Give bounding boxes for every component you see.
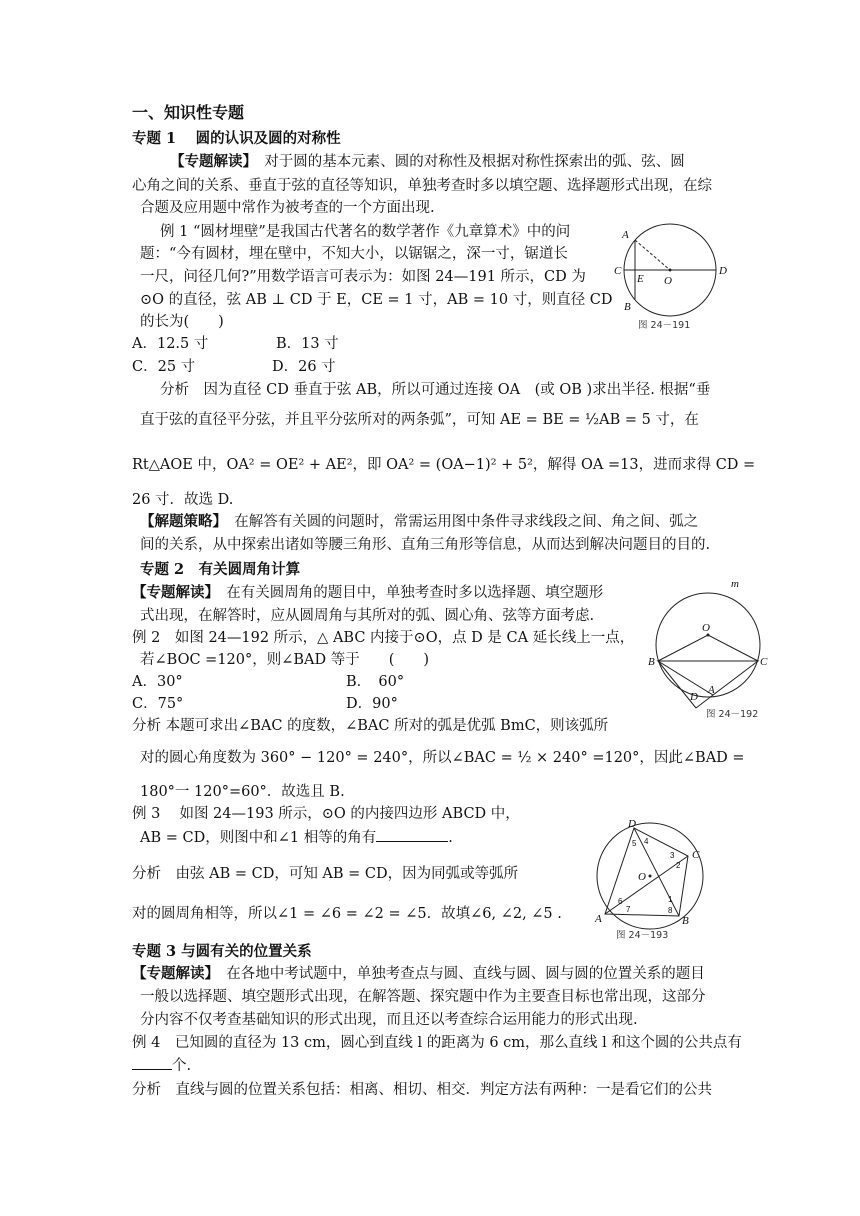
fig192-caption: 图 24－192	[706, 709, 759, 720]
fig191-caption: 图 24－191	[638, 320, 691, 331]
topic2-reading-text1: 在有关圆周角的题目中，单独考查时多以选择题、填空题形	[226, 585, 604, 601]
fig193-label-c: C	[692, 849, 700, 861]
example3-line1: 例 3 如图 24—193 所示，⊙O 的内接四边形 ABCD 中，	[132, 806, 520, 822]
topic3-reading-line1	[132, 964, 705, 984]
example4-suffix: 个.	[172, 1058, 192, 1074]
example1-option-d: D．26 寸	[272, 359, 336, 375]
fig191-label-o: O	[664, 275, 672, 287]
topic2-heading: 专题 2 有关圆周角计算	[140, 561, 301, 578]
analysis1-line3: Rt△AOE 中，OA² = OE² + AE²，即 OA² = (OA−1)² + 5²，解得 OA =13，进而求得 CD =	[132, 457, 756, 473]
fig193-angle-2: 2	[676, 861, 681, 870]
fig191-label-e: E	[637, 273, 644, 285]
topic1-reading-line1	[170, 152, 685, 172]
example1-line2: 题：“今有圆材，埋在壁中，不知大小，以锯锯之，深一寸，锯道长	[140, 246, 568, 262]
example2-option-d: D．90°	[346, 696, 398, 712]
section-title: 一、知识性专题	[132, 103, 245, 122]
figure-24-193	[592, 818, 712, 942]
topic1-reading-line3: 合题及应用题中常作为被考查的一个方面出现.	[140, 200, 435, 216]
example3-text: AB = CD，则图中和∠1 相等的角有	[140, 830, 377, 846]
figure-24-191	[612, 218, 732, 336]
fig193-angle-4: 4	[644, 837, 649, 846]
strategy1-line2: 间的关系，从中探索出诸如等腰三角形、直角三角形等信息，从而达到解决问题目的目的.	[140, 537, 711, 553]
fig191-radius-oa	[635, 240, 670, 270]
fig193-angle-3: 3	[670, 851, 675, 860]
analysis3-line1: 分析 由弦 AB = CD，可知 AB = CD，因为同弧或等弧所	[132, 866, 519, 882]
analysis1-line1: 分析 因为直径 CD 垂直于弦 AB，所以可通过连接 OA (或 OB )求出半径. 根据“垂	[160, 382, 711, 398]
fig191-center-dot	[669, 269, 672, 272]
fig192-circle	[656, 593, 760, 697]
analysis4-line1: 分析 直线与圆的位置关系包括：相离、相切、相交．判定方法有两种：一是看它们的公共	[132, 1082, 712, 1098]
fig193-label-b: B	[682, 915, 689, 927]
example4-answer-blank[interactable]	[132, 1069, 172, 1070]
analysis2-line2: 对的圆心角度数为 360° − 120° = 240°，所以∠BAC = ½ × 240° =120°，因此∠BAD =	[140, 750, 745, 766]
fig193-label-o: O	[638, 871, 646, 883]
fig191-label-c: C	[614, 265, 622, 277]
topic2-reading-label: 【专题解读】	[132, 584, 212, 601]
figure-24-192	[646, 575, 770, 721]
example1-line3: 一尺，问径几何?”用数学语言可表示为：如图 24—191 所示，CD 为	[140, 269, 586, 285]
fig192-label-o: O	[702, 622, 710, 634]
fig193-angle-7: 7	[626, 905, 631, 914]
topic3-reading-text1: 在各地中考试题中，单独考查点与圆、直线与圆、圆与圆的位置关系的题目	[226, 966, 705, 982]
strategy1-line1	[140, 512, 698, 532]
topic3-heading: 专题 3 与圆有关的位置关系	[132, 943, 312, 960]
analysis1-line4: 26 寸．故选 D.	[132, 492, 234, 508]
fig192-radius-ob	[658, 635, 708, 661]
fig192-label-b: B	[648, 656, 655, 668]
topic1-reading-text1: 对于圆的基本元素、圆的对称性及根据对称性探索出的弧、弦、圆	[264, 154, 685, 170]
example2-line2: 若∠BOC =120°，则∠BAD 等于 ( )	[140, 652, 430, 668]
example3-period: .	[448, 830, 453, 846]
topic3-reading-line3: 分内容不仅考查基础知识的形式出现，而且还以考查综合运用能力的形式出现.	[140, 1012, 638, 1028]
strategy1-label: 【解题策略】	[140, 513, 220, 530]
example1-option-c: C．25 寸	[132, 359, 196, 375]
fig191-label-a: A	[622, 229, 629, 241]
example2-line1: 例 2 如图 24—192 所示，△ ABC 内接于⊙O，点 D 是 CA 延长线上一点，	[132, 630, 635, 646]
example2-option-c: C．75°	[132, 696, 184, 712]
example1-line5: 的长为( )	[140, 314, 224, 330]
fig192-label-d: D	[690, 691, 698, 703]
fig193-caption: 图 24－193	[616, 930, 669, 941]
fig191-label-b: B	[624, 301, 631, 313]
example3-answer-blank[interactable]	[376, 841, 448, 842]
example1-line1: 例 1 “圆材埋壁”是我国古代著名的数学著作《九章算术》中的问	[160, 224, 571, 240]
strategy1-text1: 在解答有关圆的问题时，常需运用图中条件寻求线段之间、角之间、弧之	[234, 514, 699, 530]
analysis2-line3: 180°一 120°=60°．故选且 B.	[140, 784, 345, 800]
example1-option-b: B．13 寸	[276, 336, 339, 352]
fig192-radius-oc	[708, 635, 758, 661]
example2-option-a: A．30°	[132, 674, 183, 690]
fig193-angle-6: 6	[618, 897, 623, 906]
fig192-label-a: A	[708, 684, 715, 696]
topic2-reading-line2: 式出现，在解答时，应从圆周角与其所对的弧、圆心角、弦等方面考虑.	[140, 608, 595, 624]
analysis3-line2: 对的圆周角相等，所以∠1 = ∠6 = ∠2 = ∠5．故填∠6, ∠2, ∠5 .	[132, 906, 562, 922]
fig193-center-dot	[649, 875, 652, 878]
example3-line2	[140, 828, 453, 848]
fig192-label-m: m	[731, 578, 739, 590]
topic1-reading-label: 【专题解读】	[170, 153, 250, 170]
analysis2-line1: 分析 本题可求出∠BAC 的度数，∠BAC 所对的弧是优弧 BmC，则该弧所	[132, 718, 609, 734]
topic2-reading-line1	[132, 583, 603, 603]
analysis1-line2: 直于弦的直径平分弦，并且平分弦所对的两条弧”，可知 AE = BE = ½AB = 5 寸，在	[140, 412, 699, 428]
fig191-label-d: D	[719, 265, 727, 277]
example1-line4: ⊙O 的直径，弦 AB ⊥ CD 于 E，CE = 1 寸，AB = 10 寸，则直径 CD	[140, 292, 613, 308]
fig193-angle-1: 1	[668, 895, 673, 904]
topic3-reading-line2: 一般以选择题、填空题形式出现，在解答题、探究题中作为主要查目标也常出现，这部分	[140, 989, 706, 1005]
topic1-heading: 专题 1 圆的认识及圆的对称性	[132, 130, 341, 147]
example4-line2	[132, 1056, 191, 1076]
fig193-angle-5: 5	[632, 839, 637, 848]
topic1-reading-line2: 心角之间的关系、垂直于弦的直径等知识，单独考查时多以填空题、选择题形式出现，在综	[132, 178, 712, 194]
example1-option-a: A．12.5 寸	[132, 336, 209, 352]
topic3-reading-label: 【专题解读】	[132, 965, 212, 982]
fig193-label-a: A	[595, 913, 602, 925]
example4-line1: 例 4 已知圆的直径为 13 cm，圆心到直线 l 的距离为 6 cm，那么直线 l 和这个圆的公共点有	[132, 1035, 742, 1051]
example2-option-b: B． 60°	[346, 674, 405, 690]
fig193-angle-8: 8	[668, 906, 673, 915]
fig192-label-c: C	[760, 656, 768, 668]
fig193-label-d: D	[628, 818, 636, 830]
